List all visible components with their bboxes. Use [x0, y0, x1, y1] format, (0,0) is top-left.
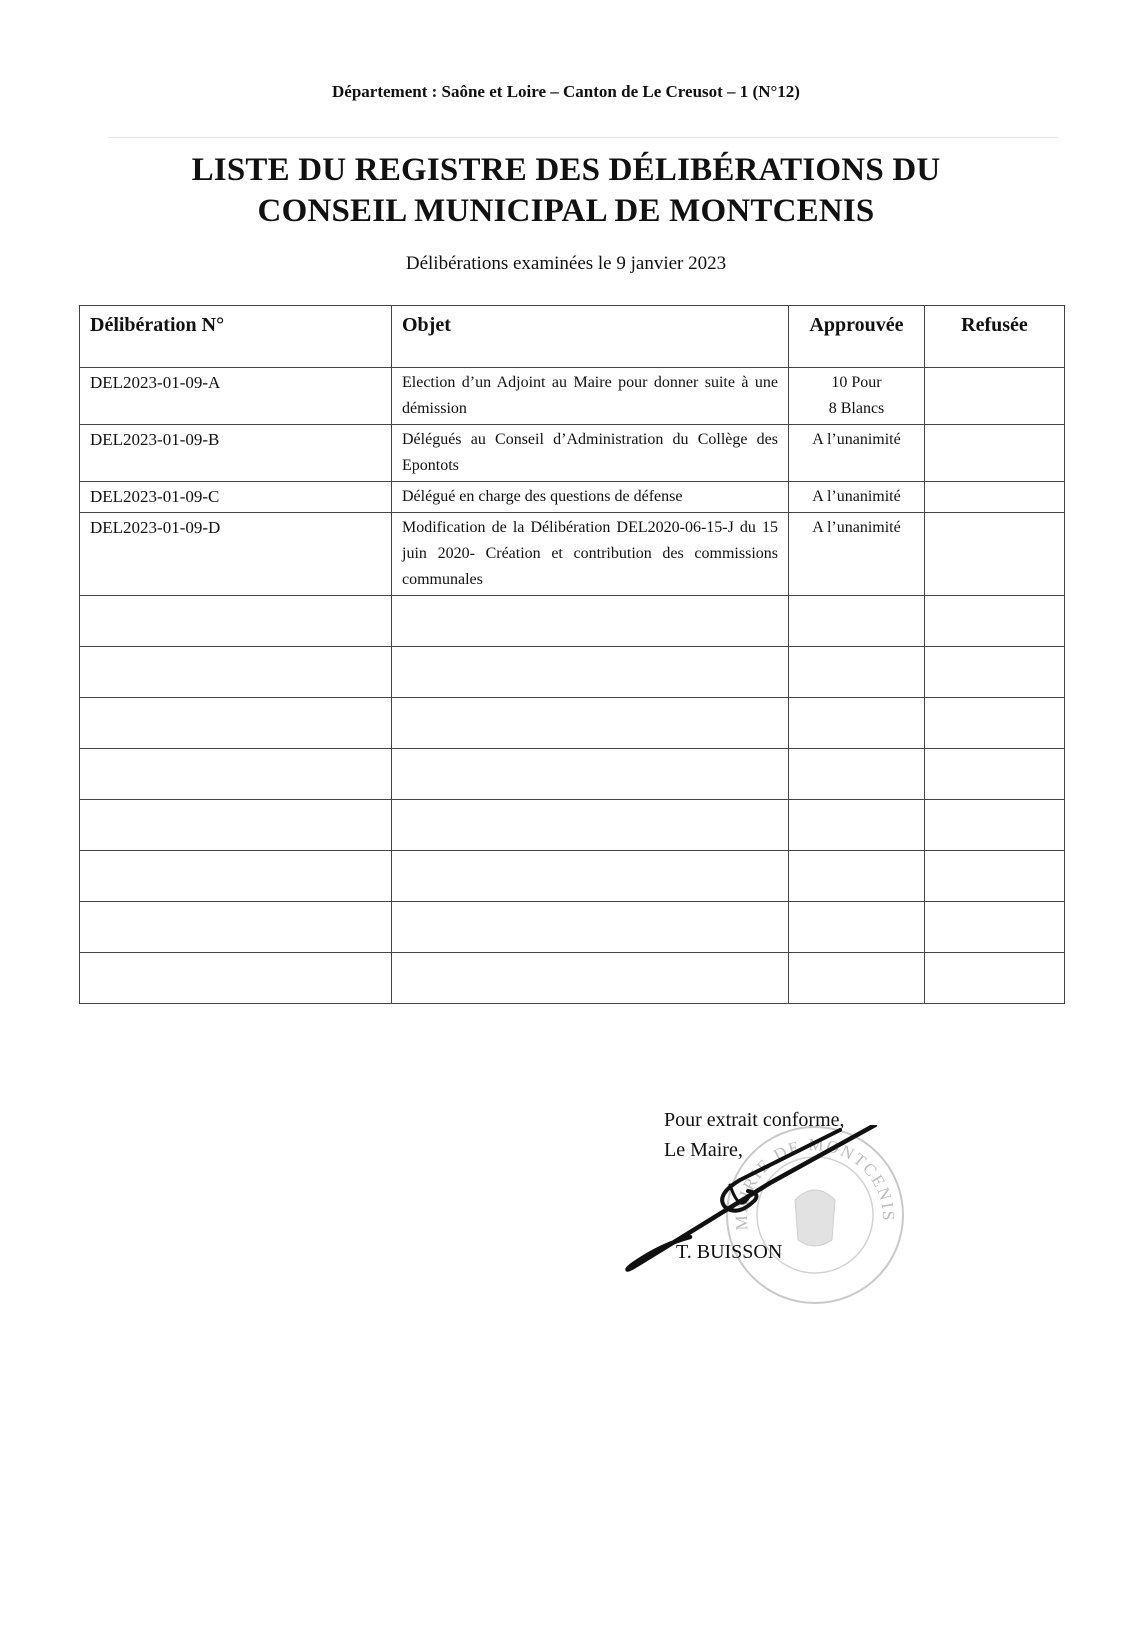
- empty-row: [80, 698, 1065, 749]
- cell-approuvee: [789, 368, 925, 425]
- cell-objet: Modification de la Délibération DEL2020-06-15-J du 15 juin 2020- Création et contribution des commissions communales: [392, 513, 789, 596]
- cell-numero: DEL2023-01-09-C: [80, 482, 392, 513]
- cell-numero: DEL2023-01-09-B: [80, 425, 392, 482]
- table-header-row: [80, 306, 1065, 368]
- page-title: [0, 150, 1132, 232]
- empty-row: [80, 596, 1065, 647]
- cell-approuvee: A l’unanimité: [789, 513, 925, 596]
- empty-row: [80, 953, 1065, 1004]
- cell-approuvee: A l’unanimité: [789, 482, 925, 513]
- column-header-refusee: Refusée: [925, 306, 1065, 368]
- table-row: [80, 368, 1065, 425]
- stamp-text: MAIRIE DE MONTCENIS: [731, 1135, 899, 1231]
- column-header-numero: Délibération N°: [80, 306, 392, 368]
- signature-line-2: Le Maire,: [664, 1139, 743, 1161]
- header-divider: [108, 137, 1058, 138]
- cell-approuvee: A l’unanimité: [789, 425, 925, 482]
- empty-row: [80, 647, 1065, 698]
- handwritten-signature: [620, 1125, 890, 1275]
- table-row: [80, 482, 1065, 513]
- document-header: Département : Saône et Loire – Canton de Le Creusot – 1 (N°12): [332, 82, 800, 101]
- empty-row: [80, 851, 1065, 902]
- cell-refusee: [925, 368, 1065, 425]
- empty-row: [80, 749, 1065, 800]
- mayor-name: T. BUISSON: [676, 1241, 783, 1263]
- cell-objet: Délégués au Conseil d’Administration du Collège des Epontots: [392, 425, 789, 482]
- title-line-2: CONSEIL MUNICIPAL DE MONTCENIS: [257, 193, 875, 229]
- table-row: [80, 513, 1065, 596]
- signature-line-1: Pour extrait conforme,: [664, 1109, 845, 1131]
- column-header-objet: Objet: [392, 306, 789, 368]
- cell-numero: DEL2023-01-09-A: [80, 368, 392, 425]
- title-line-1: LISTE DU REGISTRE DES DÉLIBÉRATIONS DU: [191, 152, 941, 188]
- column-header-approuvee: Approuvée: [789, 306, 925, 368]
- vote-line: 8 Blancs: [828, 400, 885, 417]
- cell-refusee: [925, 482, 1065, 513]
- session-date: Délibérations examinées le 9 janvier 2023: [405, 253, 727, 274]
- vote-line: 10 Pour: [831, 374, 882, 391]
- cell-objet: Délégué en charge des questions de défense: [392, 482, 789, 513]
- table-row: [80, 425, 1065, 482]
- cell-objet: Election d’un Adjoint au Maire pour donner suite à une démission: [392, 368, 789, 425]
- empty-row: [80, 800, 1065, 851]
- deliberations-table: [79, 305, 1065, 1004]
- cell-refusee: [925, 513, 1065, 596]
- cell-refusee: [925, 425, 1065, 482]
- empty-row: [80, 902, 1065, 953]
- cell-numero: DEL2023-01-09-D: [80, 513, 392, 596]
